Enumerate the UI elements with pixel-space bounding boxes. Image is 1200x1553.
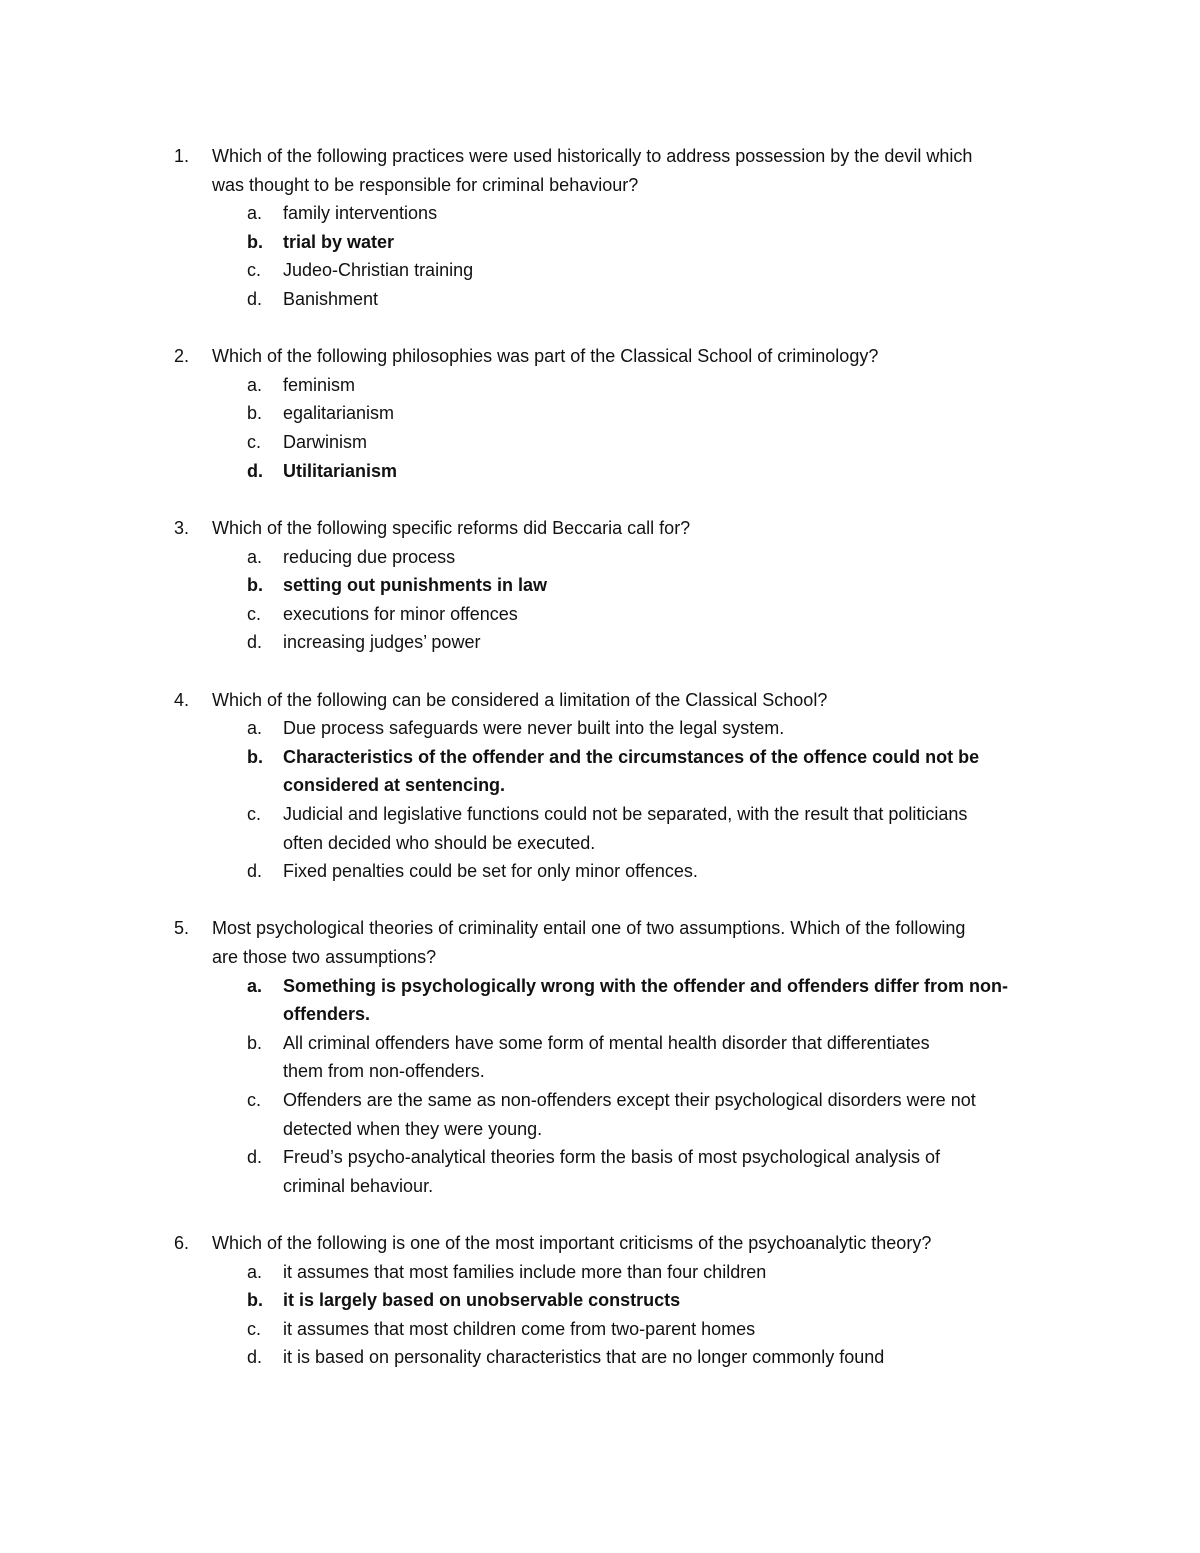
question-stem-line <box>0 342 1200 371</box>
question-stem-line <box>0 686 1200 715</box>
question-text: Which of the following is one of the most important criticisms of the psychoanalytic theory? <box>212 1233 932 1254</box>
answer-option <box>0 543 1200 572</box>
option-letter: d. <box>247 460 263 481</box>
option-letter: c. <box>247 432 262 453</box>
answer-option <box>0 1086 1200 1115</box>
option-text: them from non-offenders. <box>283 1061 485 1082</box>
option-text: Characteristics of the offender and the circumstances of the offence could not be <box>283 746 980 767</box>
option-letter: d. <box>247 861 263 882</box>
answer-option-correct <box>0 228 1200 257</box>
question-text: Most psychological theories of criminality entail one of two assumptions. Which of the following <box>212 918 966 939</box>
answer-option <box>0 1115 1200 1144</box>
option-letter: b. <box>247 1032 263 1053</box>
option-letter: a. <box>247 718 263 739</box>
question-number: 5. <box>174 918 190 939</box>
option-text: Due process safeguards were never built into the legal system. <box>283 718 785 739</box>
option-letter: b. <box>247 1290 263 1311</box>
answer-option <box>0 857 1200 886</box>
option-letter: d. <box>247 632 263 653</box>
answer-option <box>0 714 1200 743</box>
option-text: trial by water <box>283 231 395 252</box>
option-text: it assumes that most families include more than four children <box>283 1261 767 1282</box>
option-text: it assumes that most children come from two-parent homes <box>283 1318 756 1339</box>
option-text: it is largely based on unobservable constructs <box>283 1290 681 1311</box>
question-number: 2. <box>174 346 190 367</box>
question-number: 4. <box>174 689 190 710</box>
option-text: All criminal offenders have some form of mental health disorder that differentiates <box>283 1032 930 1053</box>
question-text: Which of the following practices were used historically to address possession by the devil which <box>212 146 973 166</box>
option-letter: b. <box>247 403 263 424</box>
option-letter: d. <box>247 288 263 309</box>
option-text: Banishment <box>283 288 379 309</box>
answer-option <box>0 1057 1200 1086</box>
question-text: are those two assumptions? <box>212 947 437 967</box>
question-number: 6. <box>174 1233 190 1254</box>
question-stem-line <box>0 943 1200 972</box>
answer-option-correct <box>0 743 1200 772</box>
option-letter: d. <box>247 1147 263 1168</box>
option-text: Utilitarianism <box>283 460 398 481</box>
option-letter: c. <box>247 1089 262 1110</box>
question-5 <box>0 914 1200 1200</box>
answer-option <box>0 256 1200 285</box>
answer-option <box>0 1143 1200 1172</box>
option-letter: b. <box>247 746 263 767</box>
answer-option <box>0 199 1200 228</box>
option-letter: c. <box>247 603 262 624</box>
option-text: detected when they were young. <box>283 1118 543 1139</box>
question-stem-line <box>0 171 1200 200</box>
answer-option <box>0 285 1200 314</box>
question-1 <box>0 142 1200 314</box>
option-text: feminism <box>283 374 356 395</box>
option-letter: c. <box>247 1318 262 1339</box>
answer-option-correct <box>0 972 1200 1001</box>
question-text: Which of the following specific reforms did Beccaria call for? <box>212 517 691 538</box>
option-text: Something is psychologically wrong with the offender and offenders differ from non- <box>283 975 1009 996</box>
question-list <box>0 142 1200 1401</box>
option-text: executions for minor offences <box>283 603 518 624</box>
question-stem-line <box>0 142 1200 171</box>
option-text: increasing judges’ power <box>283 632 481 653</box>
option-letter: b. <box>247 231 263 252</box>
question-stem-line <box>0 914 1200 943</box>
option-letter: d. <box>247 1347 263 1368</box>
question-stem-line <box>0 514 1200 543</box>
question-number: 1. <box>174 146 190 166</box>
option-letter: c. <box>247 260 262 281</box>
answer-option <box>0 800 1200 829</box>
option-text: Judicial and legislative functions could not be separated, with the result that politicians <box>283 803 968 824</box>
answer-option <box>0 1343 1200 1372</box>
question-text: Which of the following philosophies was part of the Classical School of criminology? <box>212 346 879 367</box>
option-letter: c. <box>247 803 262 824</box>
question-number: 3. <box>174 517 190 538</box>
answer-option <box>0 1172 1200 1201</box>
question-3 <box>0 514 1200 657</box>
answer-option <box>0 399 1200 428</box>
question-text: Which of the following can be considered a limitation of the Classical School? <box>212 689 828 710</box>
answer-option-correct <box>0 457 1200 486</box>
option-text: Darwinism <box>283 432 368 453</box>
answer-option <box>0 1258 1200 1287</box>
option-text: Freud’s psycho-analytical theories form the basis of most psychological analysis of <box>283 1147 940 1168</box>
answer-option <box>0 1315 1200 1344</box>
option-text: offenders. <box>283 1004 371 1025</box>
option-text: Fixed penalties could be set for only minor offences. <box>283 861 698 882</box>
question-6 <box>0 1229 1200 1372</box>
answer-option <box>0 600 1200 629</box>
answer-option-correct <box>0 1000 1200 1029</box>
question-4 <box>0 686 1200 886</box>
option-text: considered at sentencing. <box>283 775 506 796</box>
option-text: Offenders are the same as non-offenders except their psychological disorders were not <box>283 1089 976 1110</box>
option-letter: a. <box>247 374 263 395</box>
option-text: Judeo-Christian training <box>283 260 474 281</box>
answer-option <box>0 371 1200 400</box>
answer-option <box>0 428 1200 457</box>
option-text: often decided who should be executed. <box>283 832 596 853</box>
answer-option-correct <box>0 571 1200 600</box>
option-text: family interventions <box>283 203 438 224</box>
answer-option <box>0 829 1200 858</box>
option-letter: a. <box>247 546 263 567</box>
option-text: criminal behaviour. <box>283 1175 434 1196</box>
option-letter: a. <box>247 203 263 224</box>
option-text: egalitarianism <box>283 403 395 424</box>
option-text: it is based on personality characteristics that are no longer commonly found <box>283 1347 885 1368</box>
answer-option-correct <box>0 771 1200 800</box>
answer-option <box>0 628 1200 657</box>
answer-option <box>0 1029 1200 1058</box>
question-2 <box>0 342 1200 485</box>
option-text: setting out punishments in law <box>283 575 548 596</box>
question-stem-line <box>0 1229 1200 1258</box>
option-letter: a. <box>247 1261 263 1282</box>
option-letter: b. <box>247 575 263 596</box>
answer-option-correct <box>0 1286 1200 1315</box>
option-text: reducing due process <box>283 546 456 567</box>
question-text: was thought to be responsible for criminal behaviour? <box>212 174 639 195</box>
option-letter: a. <box>247 975 263 996</box>
